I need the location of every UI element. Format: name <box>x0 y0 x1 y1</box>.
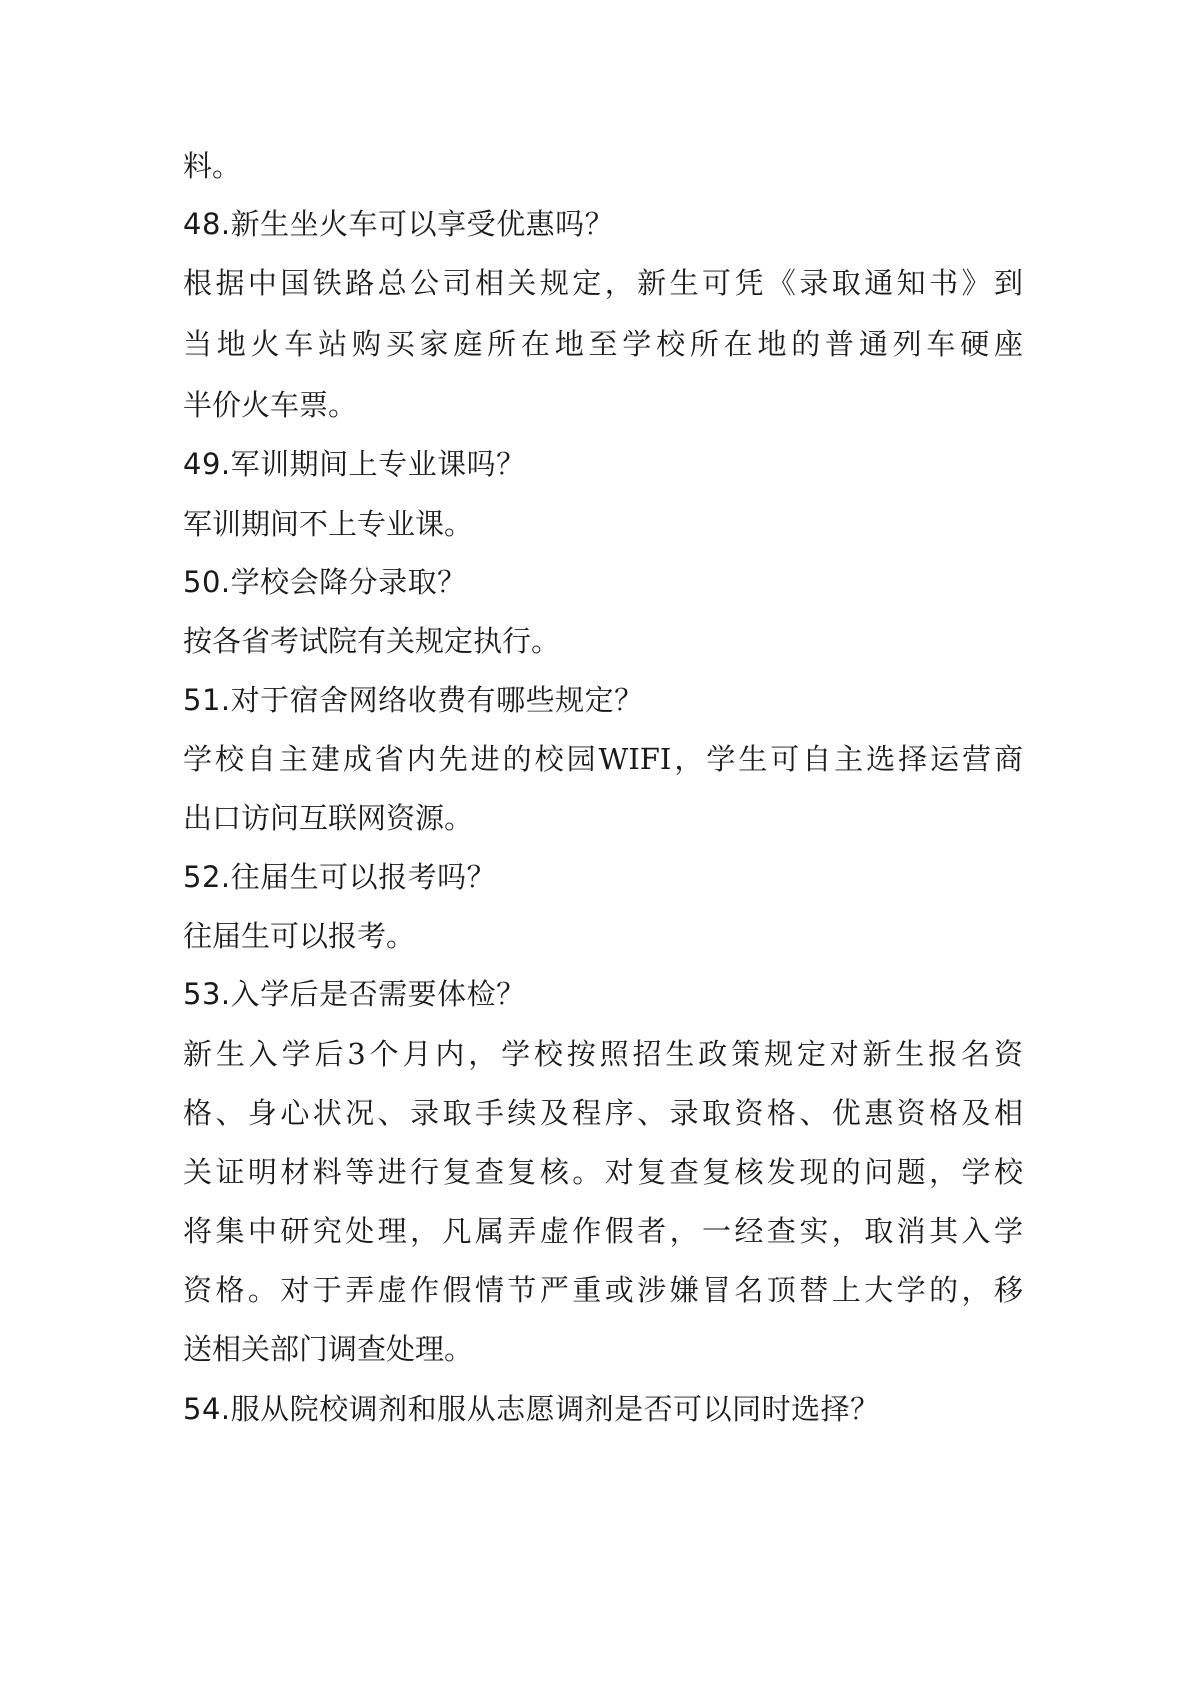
question-heading: 50.学校会降分录取？ <box>183 565 467 599</box>
question-heading: 52.往届生可以报考吗？ <box>183 860 497 894</box>
question-heading: 51.对于宿舍网络收费有哪些规定？ <box>183 683 644 717</box>
answer-line: 格、身心状况、录取手续及程序、录取资格、优惠资格及相 <box>183 1096 1023 1130</box>
answer-line: 根据中国铁路总公司相关规定，新生可凭《录取通知书》到 <box>183 266 1023 300</box>
answer-line: 料。 <box>183 149 242 183</box>
question-heading: 54.服从院校调剂和服从志愿调剂是否可以同时选择？ <box>183 1392 880 1426</box>
answer-line: 学校自主建成省内先进的校园WIFI，学生可自主选择运营商 <box>183 742 1023 776</box>
answer-line: 当地火车站购买家庭所在地至学校所在地的普通列车硬座 <box>183 327 1023 361</box>
question-heading: 53.入学后是否需要体检？ <box>183 977 526 1011</box>
answer-line: 新生入学后3个月内，学校按照招生政策规定对新生报名资 <box>183 1037 1023 1071</box>
answer-line: 按各省考试院有关规定执行。 <box>183 624 561 658</box>
answer-line: 资格。对于弄虚作假情节严重或涉嫌冒名顶替上大学的，移 <box>183 1273 1023 1307</box>
answer-line: 往届生可以报考。 <box>183 919 416 953</box>
answer-line: 关证明材料等进行复查复核。对复查复核发现的问题，学校 <box>183 1155 1023 1189</box>
question-heading: 48.新生坐火车可以享受优惠吗？ <box>183 207 615 241</box>
answer-line: 将集中研究处理，凡属弄虚作假者，一经查实，取消其入学 <box>183 1214 1023 1248</box>
answer-line: 出口访问互联网资源。 <box>183 801 474 835</box>
answer-line: 送相关部门调查处理。 <box>183 1332 474 1366</box>
question-heading: 49.军训期间上专业课吗？ <box>183 447 526 481</box>
answer-line: 半价火车票。 <box>183 388 358 422</box>
answer-line: 军训期间不上专业课。 <box>183 507 474 541</box>
